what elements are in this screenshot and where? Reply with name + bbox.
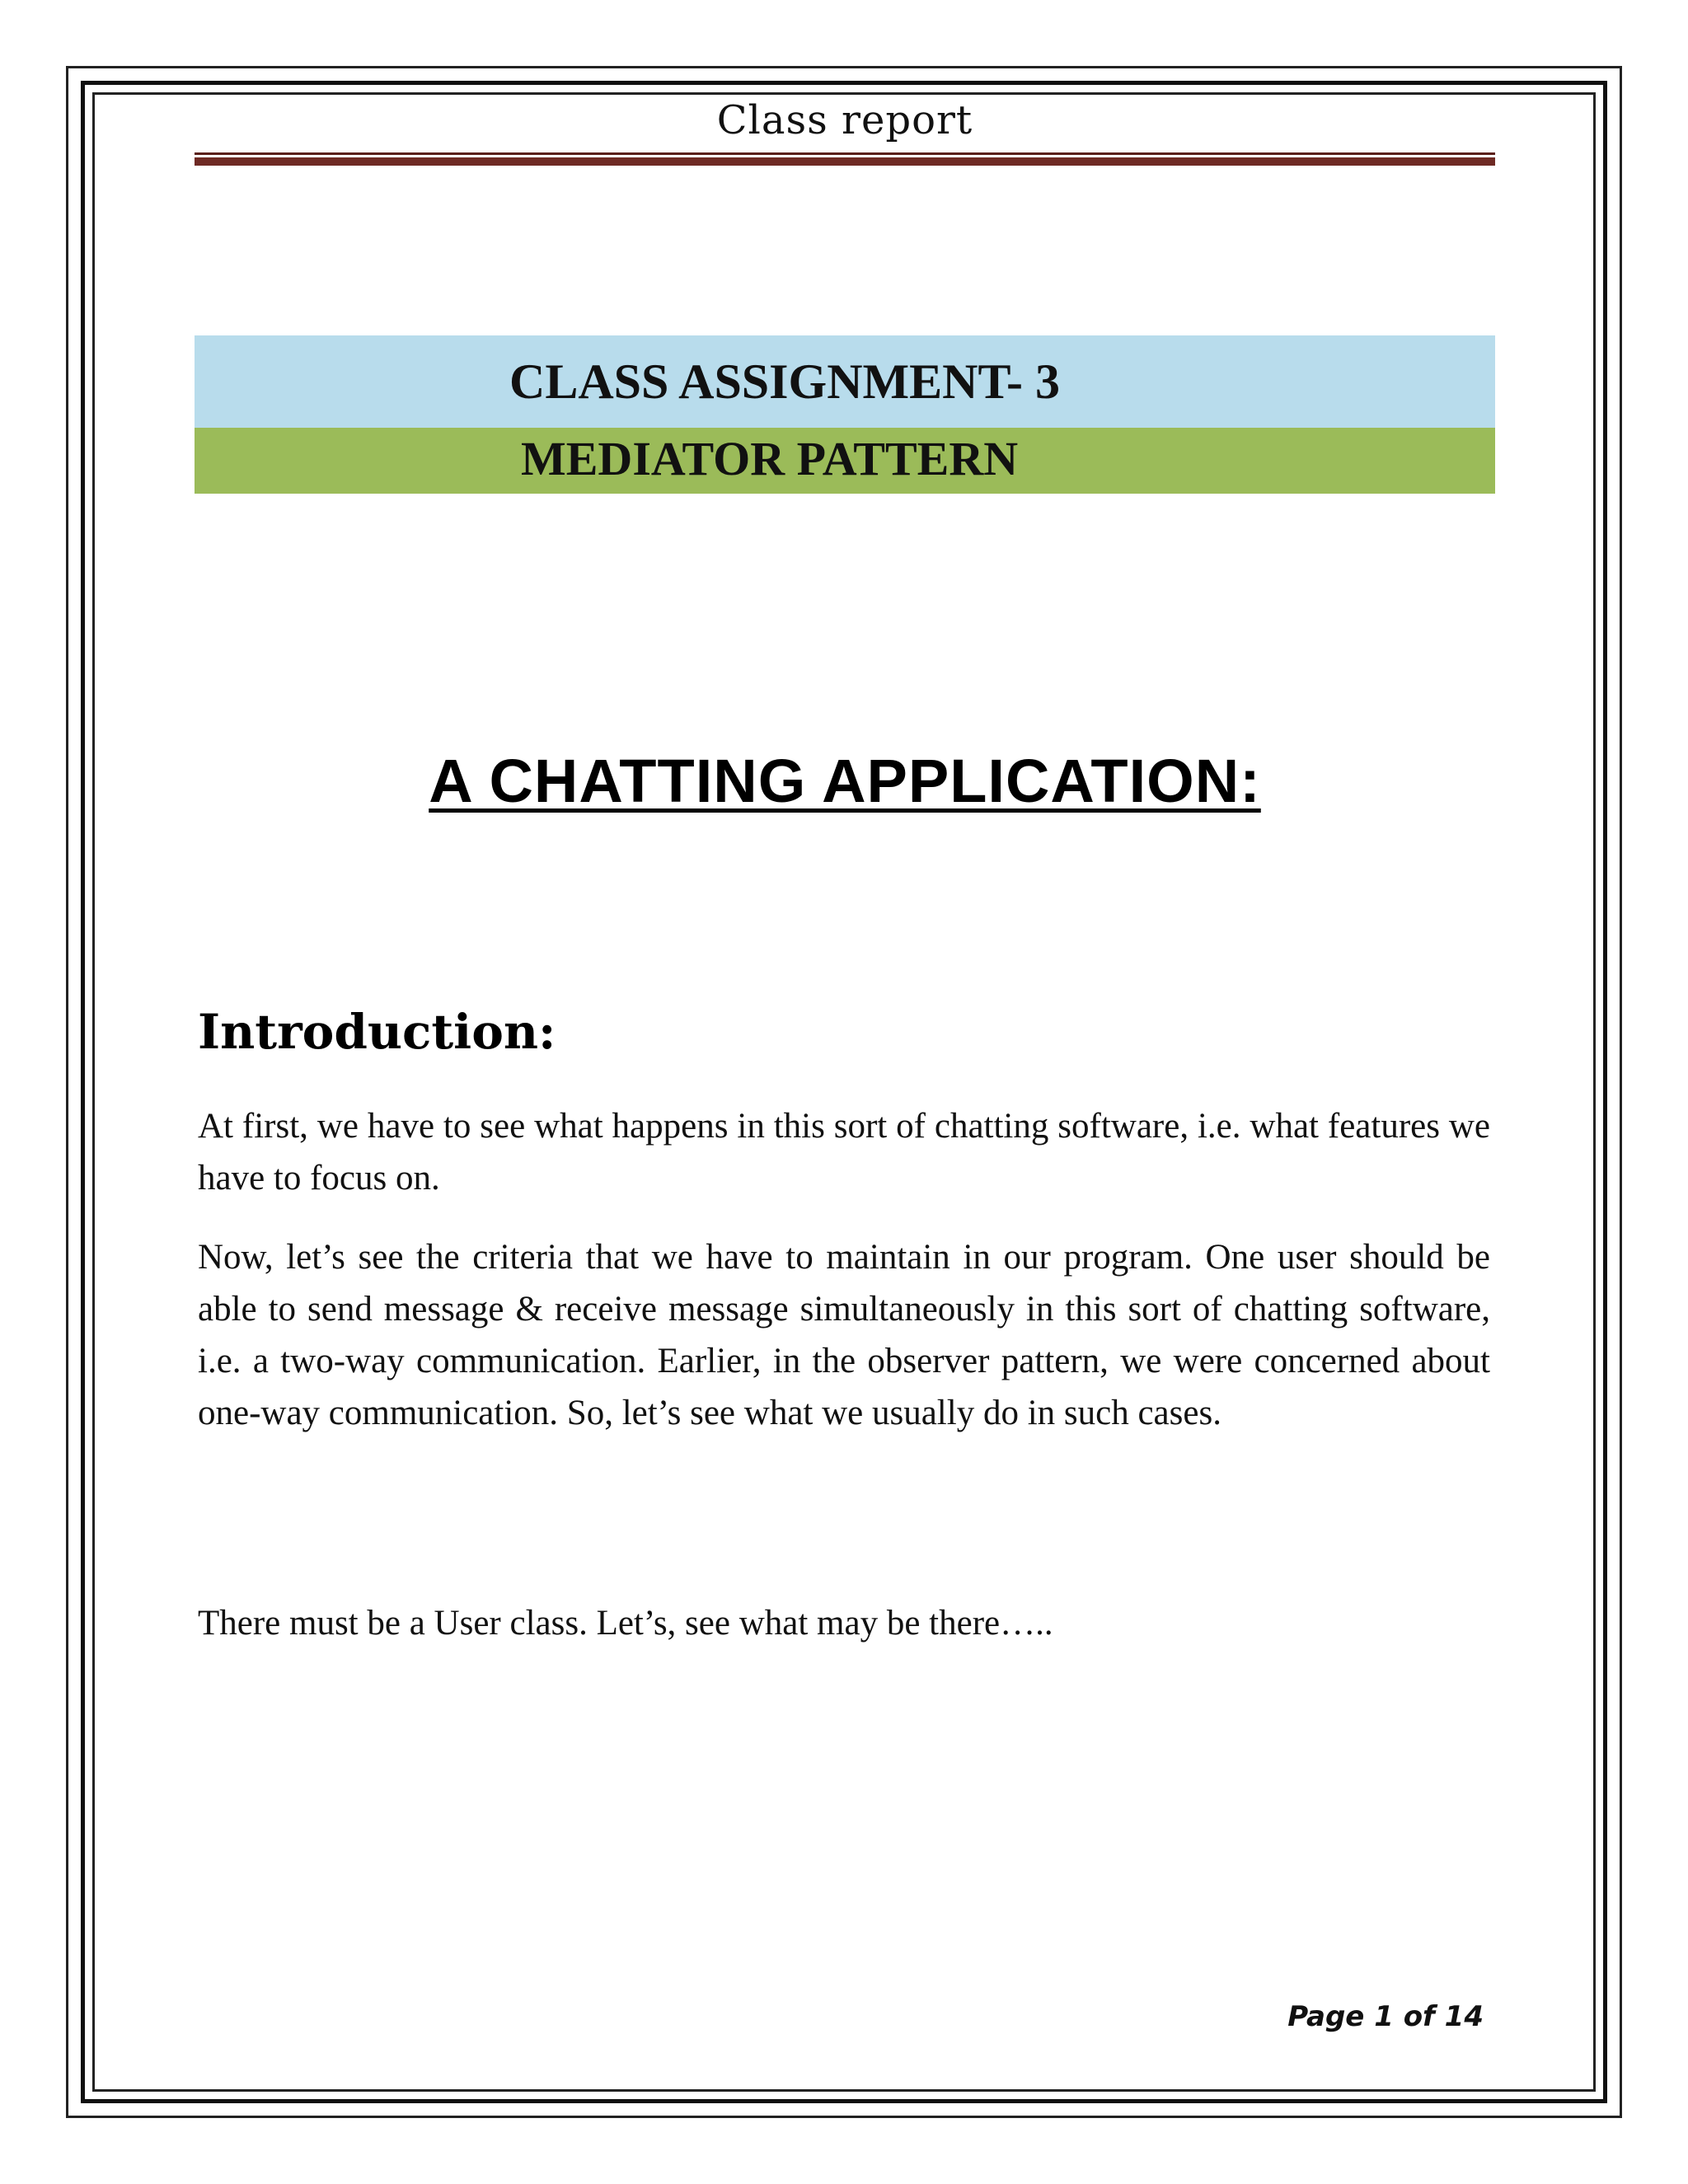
- pattern-banner: [195, 428, 1495, 494]
- page-number: Page 1 of 14: [1287, 2000, 1484, 2033]
- introduction-heading: Introduction:: [198, 1004, 556, 1060]
- header-title: Class report: [716, 97, 973, 143]
- document-title: A CHATTING APPLICATION:: [429, 747, 1261, 815]
- introduction-paragraph-1: At first, we have to see what happens in this sort of chatting software, i.e. what features we have to focus on.: [198, 1107, 1490, 1197]
- assignment-banner: [195, 335, 1495, 428]
- pattern-label: MEDIATOR PATTERN: [521, 432, 1019, 485]
- assignment-label: CLASS ASSIGNMENT- 3: [509, 354, 1060, 409]
- header-rule-thick: [195, 157, 1495, 166]
- header-rule-thin: [195, 152, 1495, 155]
- introduction-paragraph-2: Now, let’s see the criteria that we have to maintain in our program. One user should be able to send message & receive message simultaneously in this sort of chatting software, i.e. a two-way communication. Earlier, in the observer pattern, we were concerned about one-way communication. So, let’s see what we usually do in such cases.: [198, 1238, 1490, 1432]
- introduction-paragraph-3: There must be a User class. Let’s, see what may be there…..: [198, 1604, 1053, 1643]
